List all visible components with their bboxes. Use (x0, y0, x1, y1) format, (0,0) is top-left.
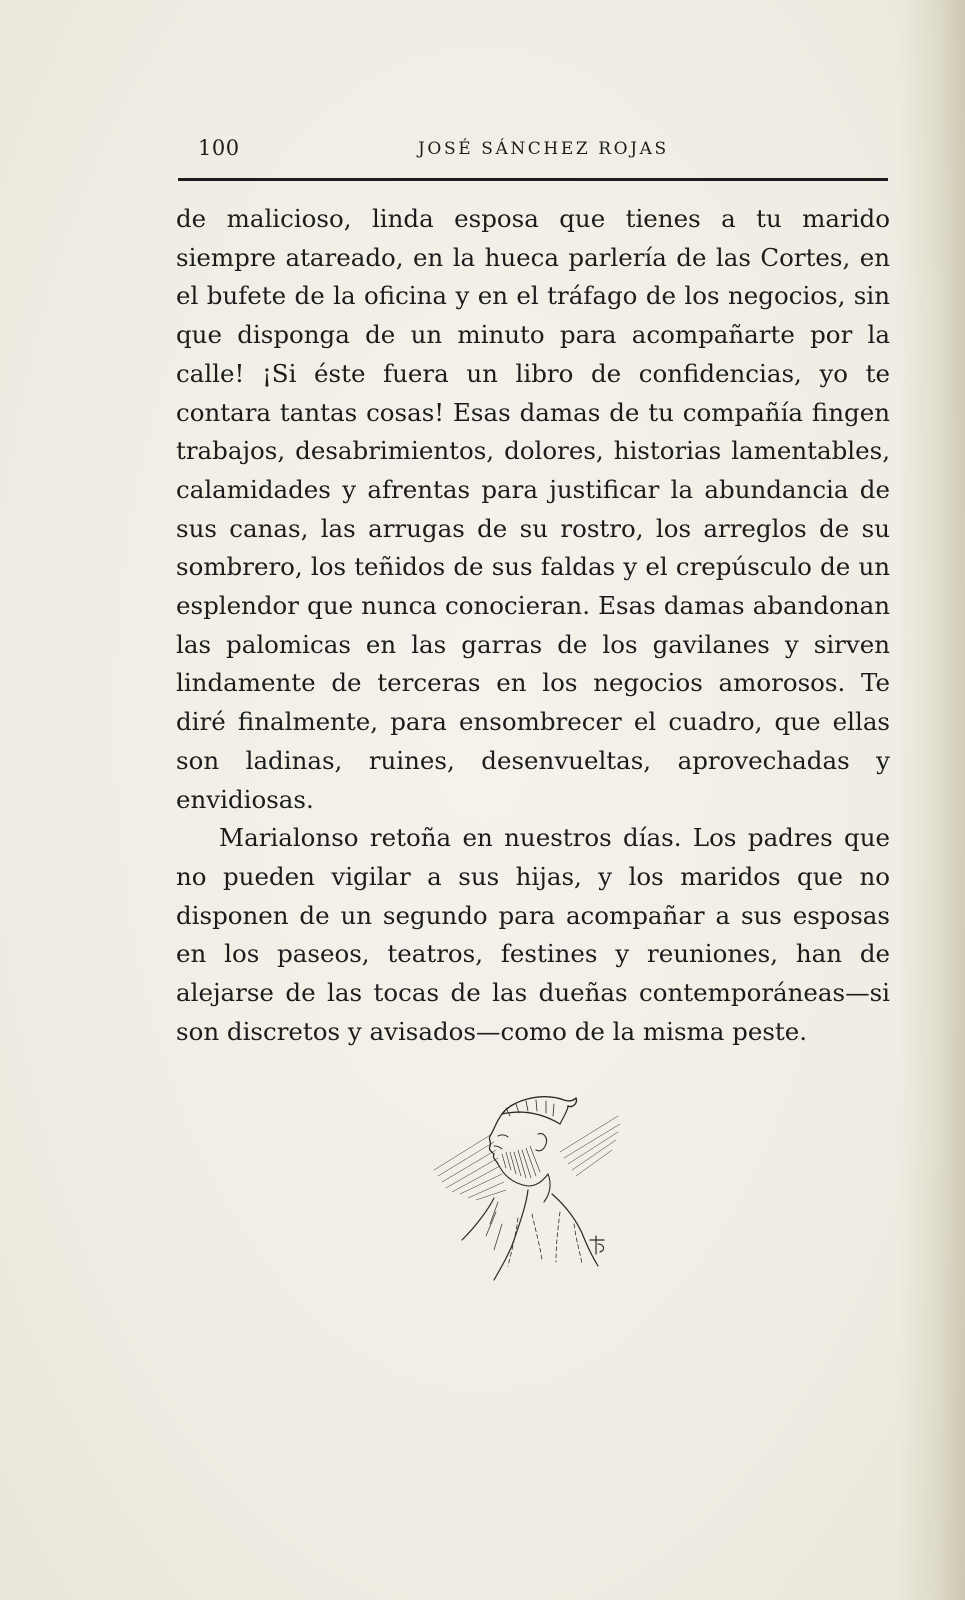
header-rule (178, 178, 888, 181)
paragraph-marialonso: Marialonso retoña en nuestros días. Los padres que no pueden vigilar a sus hijas, y los maridos que no disponen de un segundo para acompañar a sus esposas en los paseos, teatros, festines y reuniones, han de alejarse de las tocas de las dueñas contemporáneas—si son discretos y avisados—como de la misma peste. (176, 823, 890, 1046)
body-text (176, 200, 890, 1051)
page-number: 100 (198, 136, 240, 160)
running-head: JOSÉ SÁNCHEZ ROJAS (418, 139, 669, 159)
old-man-vignette-illustration (432, 1094, 632, 1290)
paragraph-continuation: de malicioso, linda esposa que tienes a tu marido siempre atareado, en la hueca parlería de las Cortes, en el bufete de la oficina y en el tráfago de los negocios, sin que disponga de un minuto para acompañarte por la calle! ¡Si éste fuera un libro de confidencias, yo te contara tantas cosas! Esas damas de tu compañía fingen trabajos, desabrimientos, dolores, historias lamentables, calamidades y afrentas para justificar la abundancia de sus canas, las arrugas de su rostro, los arreglos de su sombrero, los teñidos de sus faldas y el crepúsculo de un esplendor que nunca conocieran. Esas damas abandonan las palomicas en las garras de los gavilanes y sirven lindamente de terceras en los negocios amorosos. Te diré finalmente, para ensombrecer el cuadro, que ellas son ladinas, ruines, desenvueltas, aprovechadas y envidiosas. (176, 204, 890, 814)
